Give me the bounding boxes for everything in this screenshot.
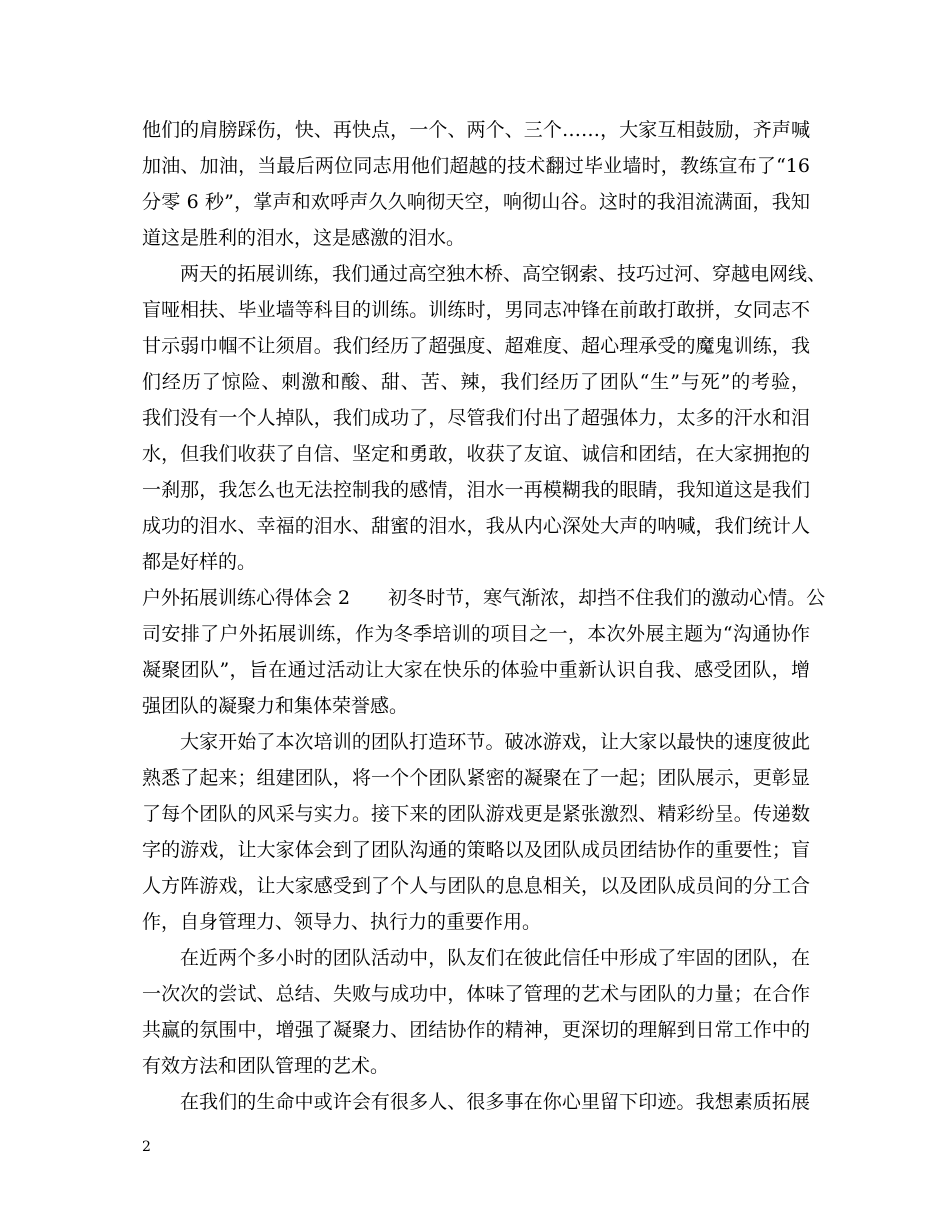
text-line: 水，但我们收获了自信、坚定和勇敢，收获了友谊、诚信和团结，在大家拥抱的: [142, 443, 810, 465]
text-line: 强团队的凝聚力和集体荣誉感。: [142, 695, 409, 717]
section-heading-line: [142, 580, 826, 616]
page-number: 2: [142, 1139, 151, 1155]
text-line: 在我们的生命中或许会有很多人、很多事在你心里留下印迹。我想素质拓展: [180, 1091, 810, 1113]
text-line: 作，自身管理力、领导力、执行力的重要作用。: [142, 911, 542, 933]
text-line: 都是好样的。: [142, 551, 257, 573]
text-line: 成功的泪水、幸福的泪水、甜蜜的泪水，我从内心深处大声的呐喊，我们统计人: [142, 515, 810, 537]
text-line: 熟悉了起来；组建团队，将一个个团队紧密的凝聚在了一起；团队展示，更彰显: [142, 767, 810, 789]
text-line: 司安排了户外拓展训练，作为冬季培训的项目之一，本次外展主题为“沟通协作: [142, 623, 810, 645]
text-segment: 初冬时节，寒气渐浓，却挡不住我们的激动心情。公: [388, 587, 826, 609]
text-line: 一刹那，我怎么也无法控制我的感情，泪水一再模糊我的眼睛，我知道这是我们: [142, 479, 810, 501]
text-line: 道这是胜利的泪水，这是感激的泪水。: [142, 227, 466, 249]
text-line: 两天的拓展训练，我们通过高空独木桥、高空钢索、技巧过河、穿越电网线、: [180, 263, 827, 285]
text-line: 大家开始了本次培训的团队打造环节。破冰游戏，让大家以最快的速度彼此: [180, 731, 810, 753]
text-line: 我们没有一个人掉队，我们成功了，尽管我们付出了超强体力，太多的汗水和泪: [142, 407, 810, 429]
text-line: 在近两个多小时的团队活动中，队友们在彼此信任中形成了牢固的团队，在: [180, 947, 810, 969]
text-line: 凝聚团队”，旨在通过活动让大家在快乐的体验中重新认识自我、感受团队，增: [142, 659, 810, 681]
text-line: 有效方法和团队管理的艺术。: [142, 1055, 390, 1077]
text-line: 加油、加油，当最后两位同志用他们超越的技术翻过毕业墙时，教练宣布了“16: [142, 155, 810, 177]
text-line: 一次次的尝试、总结、失败与成功中，体味了管理的艺术与团队的力量；在合作: [142, 983, 810, 1005]
text-line: 分零 6 秒”，掌声和欢呼声久久响彻天空，响彻山谷。这时的我泪流满面，我知: [142, 191, 810, 213]
text-line: 他们的肩膀踩伤，快、再快点，一个、两个、三个……，大家互相鼓励，齐声喊: [142, 119, 810, 141]
text-line: 人方阵游戏，让大家感受到了个人与团队的息息相关，以及团队成员间的分工合: [142, 875, 810, 897]
text-line: 字的游戏，让大家体会到了团队沟通的策略以及团队成员团结协作的重要性；盲: [142, 839, 810, 861]
text-line: 了每个团队的风采与实力。接下来的团队游戏更是紧张激烈、精彩纷呈。传递数: [142, 803, 810, 825]
text-line: 甘示弱巾帼不让须眉。我们经历了超强度、超难度、超心理承受的魔鬼训练，我: [142, 335, 810, 357]
document-body: [142, 112, 827, 1120]
text-line: 盲哑相扶、毕业墙等科目的训练。训练时，男同志冲锋在前敢打敢拼，女同志不: [142, 299, 810, 321]
section-heading: 户外拓展训练心得体会 2: [142, 587, 351, 609]
text-line: 们经历了惊险、刺激和酸、甜、苦、辣，我们经历了团队“生”与死”的考验，: [142, 371, 810, 393]
text-line: 共赢的氛围中，增强了凝聚力、团结协作的精神，更深切的理解到日常工作中的: [142, 1019, 810, 1041]
